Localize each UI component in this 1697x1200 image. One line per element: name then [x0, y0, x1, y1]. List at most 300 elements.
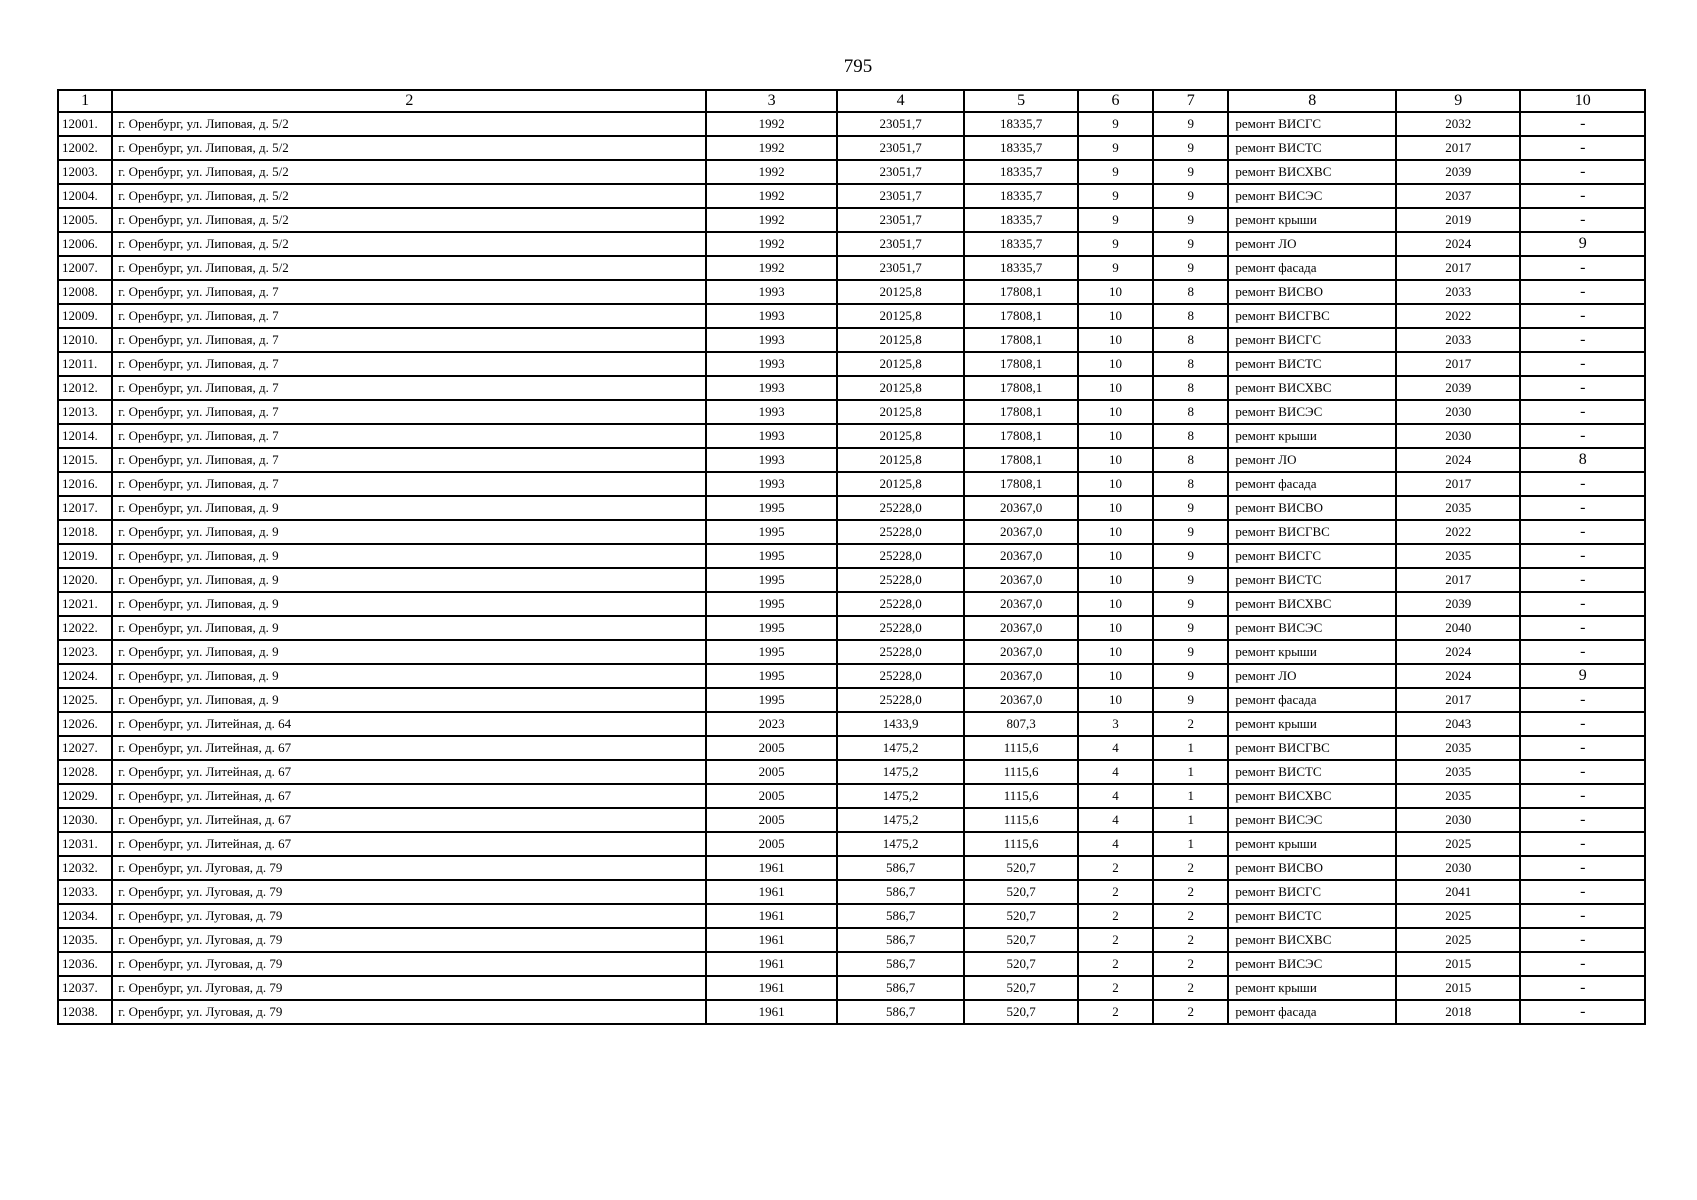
address-cell: г. Оренбург, ул. Липовая, д. 9: [112, 616, 706, 640]
note-cell: -: [1520, 280, 1645, 304]
year-built-cell: 1992: [706, 184, 836, 208]
floors-cell: 10: [1078, 664, 1153, 688]
floors-cell: 4: [1078, 760, 1153, 784]
row-number-cell: 12015.: [58, 448, 112, 472]
living-area-cell: 17808,1: [964, 376, 1077, 400]
work-type-cell: ремонт ВИСТС: [1228, 760, 1396, 784]
total-area-cell: 586,7: [837, 976, 964, 1000]
column-header: 6: [1078, 90, 1153, 112]
floors-cell: 10: [1078, 616, 1153, 640]
floors-cell: 9: [1078, 256, 1153, 280]
planned-year-cell: 2037: [1396, 184, 1520, 208]
planned-year-cell: 2033: [1396, 328, 1520, 352]
total-area-cell: 23051,7: [837, 232, 964, 256]
address-cell: г. Оренбург, ул. Липовая, д. 9: [112, 664, 706, 688]
total-area-cell: 586,7: [837, 880, 964, 904]
address-cell: г. Оренбург, ул. Липовая, д. 7: [112, 328, 706, 352]
table-row: [58, 232, 1645, 256]
row-number-cell: 12008.: [58, 280, 112, 304]
year-built-cell: 1993: [706, 280, 836, 304]
table-row: [58, 424, 1645, 448]
entrances-cell: 2: [1153, 880, 1228, 904]
living-area-cell: 17808,1: [964, 448, 1077, 472]
year-built-cell: 1992: [706, 256, 836, 280]
note-cell: -: [1520, 568, 1645, 592]
entrances-cell: 2: [1153, 1000, 1228, 1024]
address-cell: г. Оренбург, ул. Липовая, д. 7: [112, 352, 706, 376]
floors-cell: 9: [1078, 232, 1153, 256]
work-type-cell: ремонт ВИСГВС: [1228, 736, 1396, 760]
address-cell: г. Оренбург, ул. Литейная, д. 67: [112, 736, 706, 760]
row-number-cell: 12028.: [58, 760, 112, 784]
year-built-cell: 1992: [706, 112, 836, 136]
work-type-cell: ремонт ВИСГВС: [1228, 520, 1396, 544]
planned-year-cell: 2043: [1396, 712, 1520, 736]
total-area-cell: 25228,0: [837, 664, 964, 688]
living-area-cell: 20367,0: [964, 496, 1077, 520]
header-row: [58, 90, 1645, 112]
year-built-cell: 1995: [706, 544, 836, 568]
year-built-cell: 1961: [706, 856, 836, 880]
table-row: [58, 832, 1645, 856]
address-cell: г. Оренбург, ул. Липовая, д. 7: [112, 424, 706, 448]
row-number-cell: 12003.: [58, 160, 112, 184]
address-cell: г. Оренбург, ул. Литейная, д. 67: [112, 760, 706, 784]
row-number-cell: 12024.: [58, 664, 112, 688]
column-header: 3: [706, 90, 836, 112]
living-area-cell: 520,7: [964, 880, 1077, 904]
living-area-cell: 520,7: [964, 856, 1077, 880]
work-type-cell: ремонт ВИСХВС: [1228, 784, 1396, 808]
table-row: [58, 184, 1645, 208]
living-area-cell: 18335,7: [964, 208, 1077, 232]
row-number-cell: 12033.: [58, 880, 112, 904]
total-area-cell: 20125,8: [837, 352, 964, 376]
entrances-cell: 8: [1153, 448, 1228, 472]
total-area-cell: 20125,8: [837, 472, 964, 496]
floors-cell: 4: [1078, 808, 1153, 832]
floors-cell: 4: [1078, 736, 1153, 760]
planned-year-cell: 2015: [1396, 976, 1520, 1000]
total-area-cell: 25228,0: [837, 496, 964, 520]
year-built-cell: 1992: [706, 160, 836, 184]
year-built-cell: 1961: [706, 1000, 836, 1024]
floors-cell: 10: [1078, 424, 1153, 448]
floors-cell: 10: [1078, 376, 1153, 400]
note-cell: 8: [1520, 448, 1645, 472]
work-type-cell: ремонт ВИСГС: [1228, 880, 1396, 904]
planned-year-cell: 2022: [1396, 304, 1520, 328]
total-area-cell: 25228,0: [837, 592, 964, 616]
row-number-cell: 12020.: [58, 568, 112, 592]
work-type-cell: ремонт фасада: [1228, 256, 1396, 280]
planned-year-cell: 2018: [1396, 1000, 1520, 1024]
planned-year-cell: 2039: [1396, 592, 1520, 616]
living-area-cell: 17808,1: [964, 424, 1077, 448]
entrances-cell: 9: [1153, 184, 1228, 208]
entrances-cell: 9: [1153, 544, 1228, 568]
entrances-cell: 9: [1153, 640, 1228, 664]
row-number-cell: 12013.: [58, 400, 112, 424]
living-area-cell: 1115,6: [964, 760, 1077, 784]
entrances-cell: 1: [1153, 736, 1228, 760]
entrances-cell: 9: [1153, 160, 1228, 184]
table-row: [58, 520, 1645, 544]
table-row: [58, 472, 1645, 496]
living-area-cell: 18335,7: [964, 232, 1077, 256]
work-type-cell: ремонт фасада: [1228, 1000, 1396, 1024]
table-row: [58, 160, 1645, 184]
living-area-cell: 20367,0: [964, 592, 1077, 616]
year-built-cell: 1993: [706, 400, 836, 424]
row-number-cell: 12009.: [58, 304, 112, 328]
year-built-cell: 1961: [706, 976, 836, 1000]
table-row: [58, 664, 1645, 688]
living-area-cell: 18335,7: [964, 112, 1077, 136]
address-cell: г. Оренбург, ул. Липовая, д. 5/2: [112, 208, 706, 232]
planned-year-cell: 2017: [1396, 136, 1520, 160]
table-row: [58, 568, 1645, 592]
total-area-cell: 20125,8: [837, 376, 964, 400]
column-header: 9: [1396, 90, 1520, 112]
table-row: [58, 136, 1645, 160]
note-cell: -: [1520, 472, 1645, 496]
address-cell: г. Оренбург, ул. Луговая, д. 79: [112, 904, 706, 928]
address-cell: г. Оренбург, ул. Литейная, д. 67: [112, 808, 706, 832]
address-cell: г. Оренбург, ул. Липовая, д. 5/2: [112, 160, 706, 184]
total-area-cell: 586,7: [837, 1000, 964, 1024]
note-cell: 9: [1520, 232, 1645, 256]
row-number-cell: 12016.: [58, 472, 112, 496]
total-area-cell: 25228,0: [837, 640, 964, 664]
row-number-cell: 12031.: [58, 832, 112, 856]
living-area-cell: 1115,6: [964, 736, 1077, 760]
address-cell: г. Оренбург, ул. Луговая, д. 79: [112, 928, 706, 952]
note-cell: -: [1520, 952, 1645, 976]
table-row: [58, 952, 1645, 976]
planned-year-cell: 2017: [1396, 568, 1520, 592]
table-row: [58, 544, 1645, 568]
total-area-cell: 23051,7: [837, 184, 964, 208]
total-area-cell: 23051,7: [837, 112, 964, 136]
table-row: [58, 1000, 1645, 1024]
entrances-cell: 8: [1153, 424, 1228, 448]
year-built-cell: 1995: [706, 520, 836, 544]
address-cell: г. Оренбург, ул. Липовая, д. 7: [112, 448, 706, 472]
table-row: [58, 880, 1645, 904]
floors-cell: 2: [1078, 976, 1153, 1000]
entrances-cell: 8: [1153, 376, 1228, 400]
floors-cell: 4: [1078, 832, 1153, 856]
table-row: [58, 688, 1645, 712]
total-area-cell: 1475,2: [837, 736, 964, 760]
column-header: 5: [964, 90, 1077, 112]
table-row: [58, 112, 1645, 136]
work-type-cell: ремонт ВИСГС: [1228, 544, 1396, 568]
address-cell: г. Оренбург, ул. Липовая, д. 9: [112, 688, 706, 712]
year-built-cell: 1993: [706, 448, 836, 472]
work-type-cell: ремонт ЛО: [1228, 232, 1396, 256]
planned-year-cell: 2024: [1396, 640, 1520, 664]
floors-cell: 10: [1078, 352, 1153, 376]
entrances-cell: 1: [1153, 784, 1228, 808]
work-type-cell: ремонт крыши: [1228, 640, 1396, 664]
table-row: [58, 448, 1645, 472]
planned-year-cell: 2017: [1396, 256, 1520, 280]
address-cell: г. Оренбург, ул. Липовая, д. 5/2: [112, 232, 706, 256]
floors-cell: 2: [1078, 880, 1153, 904]
total-area-cell: 25228,0: [837, 544, 964, 568]
total-area-cell: 586,7: [837, 904, 964, 928]
living-area-cell: 18335,7: [964, 184, 1077, 208]
year-built-cell: 2005: [706, 760, 836, 784]
address-cell: г. Оренбург, ул. Липовая, д. 9: [112, 496, 706, 520]
work-type-cell: ремонт ВИСЭС: [1228, 808, 1396, 832]
living-area-cell: 1115,6: [964, 808, 1077, 832]
note-cell: -: [1520, 592, 1645, 616]
note-cell: -: [1520, 712, 1645, 736]
total-area-cell: 20125,8: [837, 424, 964, 448]
total-area-cell: 20125,8: [837, 328, 964, 352]
living-area-cell: 20367,0: [964, 544, 1077, 568]
table-row: [58, 592, 1645, 616]
entrances-cell: 9: [1153, 688, 1228, 712]
note-cell: -: [1520, 328, 1645, 352]
floors-cell: 2: [1078, 952, 1153, 976]
note-cell: -: [1520, 256, 1645, 280]
floors-cell: 9: [1078, 112, 1153, 136]
work-type-cell: ремонт ВИСХВС: [1228, 928, 1396, 952]
entrances-cell: 2: [1153, 952, 1228, 976]
planned-year-cell: 2035: [1396, 496, 1520, 520]
living-area-cell: 17808,1: [964, 472, 1077, 496]
total-area-cell: 25228,0: [837, 520, 964, 544]
row-number-cell: 12005.: [58, 208, 112, 232]
note-cell: -: [1520, 304, 1645, 328]
entrances-cell: 1: [1153, 808, 1228, 832]
planned-year-cell: 2024: [1396, 448, 1520, 472]
work-type-cell: ремонт фасада: [1228, 688, 1396, 712]
table-row: [58, 280, 1645, 304]
entrances-cell: 9: [1153, 136, 1228, 160]
note-cell: -: [1520, 520, 1645, 544]
row-number-cell: 12002.: [58, 136, 112, 160]
living-area-cell: 20367,0: [964, 640, 1077, 664]
table-row: [58, 256, 1645, 280]
year-built-cell: 2005: [706, 832, 836, 856]
planned-year-cell: 2017: [1396, 352, 1520, 376]
work-type-cell: ремонт крыши: [1228, 424, 1396, 448]
living-area-cell: 20367,0: [964, 664, 1077, 688]
work-type-cell: ремонт ЛО: [1228, 664, 1396, 688]
address-cell: г. Оренбург, ул. Липовая, д. 9: [112, 640, 706, 664]
row-number-cell: 12025.: [58, 688, 112, 712]
floors-cell: 2: [1078, 856, 1153, 880]
year-built-cell: 1961: [706, 880, 836, 904]
work-type-cell: ремонт крыши: [1228, 208, 1396, 232]
year-built-cell: 1995: [706, 496, 836, 520]
year-built-cell: 1961: [706, 928, 836, 952]
note-cell: -: [1520, 376, 1645, 400]
year-built-cell: 1995: [706, 616, 836, 640]
work-type-cell: ремонт ВИСТС: [1228, 568, 1396, 592]
entrances-cell: 9: [1153, 616, 1228, 640]
note-cell: -: [1520, 760, 1645, 784]
row-number-cell: 12021.: [58, 592, 112, 616]
table-row: [58, 400, 1645, 424]
work-type-cell: ремонт крыши: [1228, 976, 1396, 1000]
column-header: 2: [112, 90, 706, 112]
living-area-cell: 20367,0: [964, 688, 1077, 712]
work-type-cell: ремонт ВИСВО: [1228, 496, 1396, 520]
living-area-cell: 520,7: [964, 976, 1077, 1000]
table-row: [58, 376, 1645, 400]
row-number-cell: 12022.: [58, 616, 112, 640]
row-number-cell: 12011.: [58, 352, 112, 376]
year-built-cell: 2005: [706, 736, 836, 760]
address-cell: г. Оренбург, ул. Липовая, д. 9: [112, 592, 706, 616]
note-cell: -: [1520, 784, 1645, 808]
floors-cell: 10: [1078, 328, 1153, 352]
address-cell: г. Оренбург, ул. Липовая, д. 5/2: [112, 112, 706, 136]
table-row: [58, 496, 1645, 520]
year-built-cell: 2005: [706, 808, 836, 832]
living-area-cell: 1115,6: [964, 784, 1077, 808]
living-area-cell: 18335,7: [964, 160, 1077, 184]
planned-year-cell: 2017: [1396, 472, 1520, 496]
entrances-cell: 9: [1153, 112, 1228, 136]
entrances-cell: 1: [1153, 832, 1228, 856]
year-built-cell: 1995: [706, 688, 836, 712]
entrances-cell: 1: [1153, 760, 1228, 784]
address-cell: г. Оренбург, ул. Липовая, д. 7: [112, 280, 706, 304]
table-row: [58, 304, 1645, 328]
total-area-cell: 586,7: [837, 952, 964, 976]
entrances-cell: 8: [1153, 472, 1228, 496]
total-area-cell: 1475,2: [837, 808, 964, 832]
note-cell: -: [1520, 1000, 1645, 1024]
note-cell: -: [1520, 208, 1645, 232]
floors-cell: 10: [1078, 448, 1153, 472]
living-area-cell: 17808,1: [964, 400, 1077, 424]
total-area-cell: 25228,0: [837, 568, 964, 592]
note-cell: -: [1520, 544, 1645, 568]
row-number-cell: 12035.: [58, 928, 112, 952]
address-cell: г. Оренбург, ул. Луговая, д. 79: [112, 1000, 706, 1024]
year-built-cell: 1993: [706, 304, 836, 328]
living-area-cell: 18335,7: [964, 136, 1077, 160]
work-type-cell: ремонт крыши: [1228, 832, 1396, 856]
note-cell: -: [1520, 976, 1645, 1000]
entrances-cell: 8: [1153, 304, 1228, 328]
planned-year-cell: 2041: [1396, 880, 1520, 904]
planned-year-cell: 2030: [1396, 424, 1520, 448]
note-cell: -: [1520, 136, 1645, 160]
planned-year-cell: 2032: [1396, 112, 1520, 136]
year-built-cell: 1995: [706, 592, 836, 616]
planned-year-cell: 2035: [1396, 760, 1520, 784]
row-number-cell: 12006.: [58, 232, 112, 256]
total-area-cell: 23051,7: [837, 256, 964, 280]
note-cell: -: [1520, 856, 1645, 880]
planned-year-cell: 2025: [1396, 928, 1520, 952]
row-number-cell: 12007.: [58, 256, 112, 280]
entrances-cell: 9: [1153, 520, 1228, 544]
living-area-cell: 520,7: [964, 952, 1077, 976]
planned-year-cell: 2035: [1396, 736, 1520, 760]
work-type-cell: ремонт фасада: [1228, 472, 1396, 496]
entrances-cell: 2: [1153, 976, 1228, 1000]
table-row: [58, 976, 1645, 1000]
entrances-cell: 2: [1153, 928, 1228, 952]
year-built-cell: 1993: [706, 328, 836, 352]
planned-year-cell: 2030: [1396, 856, 1520, 880]
planned-year-cell: 2035: [1396, 544, 1520, 568]
floors-cell: 10: [1078, 472, 1153, 496]
living-area-cell: 17808,1: [964, 280, 1077, 304]
living-area-cell: 17808,1: [964, 352, 1077, 376]
entrances-cell: 9: [1153, 592, 1228, 616]
note-cell: -: [1520, 496, 1645, 520]
year-built-cell: 1995: [706, 568, 836, 592]
row-number-cell: 12023.: [58, 640, 112, 664]
row-number-cell: 12004.: [58, 184, 112, 208]
floors-cell: 10: [1078, 400, 1153, 424]
row-number-cell: 12001.: [58, 112, 112, 136]
total-area-cell: 20125,8: [837, 280, 964, 304]
row-number-cell: 12026.: [58, 712, 112, 736]
table-row: [58, 640, 1645, 664]
row-number-cell: 12027.: [58, 736, 112, 760]
table-row: [58, 784, 1645, 808]
living-area-cell: 17808,1: [964, 304, 1077, 328]
table-row: [58, 904, 1645, 928]
address-cell: г. Оренбург, ул. Липовая, д. 9: [112, 544, 706, 568]
column-header: 4: [837, 90, 964, 112]
work-type-cell: ремонт ВИСЭС: [1228, 952, 1396, 976]
entrances-cell: 8: [1153, 352, 1228, 376]
work-type-cell: ремонт ВИСХВС: [1228, 592, 1396, 616]
entrances-cell: 9: [1153, 232, 1228, 256]
column-header: 8: [1228, 90, 1396, 112]
column-header: 7: [1153, 90, 1228, 112]
note-cell: -: [1520, 616, 1645, 640]
table-row: [58, 208, 1645, 232]
entrances-cell: 9: [1153, 208, 1228, 232]
entrances-cell: 2: [1153, 856, 1228, 880]
year-built-cell: 1992: [706, 208, 836, 232]
planned-year-cell: 2017: [1396, 688, 1520, 712]
floors-cell: 10: [1078, 568, 1153, 592]
year-built-cell: 2023: [706, 712, 836, 736]
address-cell: г. Оренбург, ул. Луговая, д. 79: [112, 880, 706, 904]
entrances-cell: 8: [1153, 400, 1228, 424]
planned-year-cell: 2024: [1396, 664, 1520, 688]
table-row: [58, 352, 1645, 376]
entrances-cell: 8: [1153, 328, 1228, 352]
entrances-cell: 8: [1153, 280, 1228, 304]
work-type-cell: ремонт ВИСВО: [1228, 856, 1396, 880]
floors-cell: 2: [1078, 928, 1153, 952]
floors-cell: 2: [1078, 1000, 1153, 1024]
total-area-cell: 1475,2: [837, 760, 964, 784]
table-row: [58, 616, 1645, 640]
table-body: [58, 112, 1645, 1024]
floors-cell: 10: [1078, 280, 1153, 304]
work-type-cell: ремонт ЛО: [1228, 448, 1396, 472]
living-area-cell: 20367,0: [964, 616, 1077, 640]
year-built-cell: 2005: [706, 784, 836, 808]
